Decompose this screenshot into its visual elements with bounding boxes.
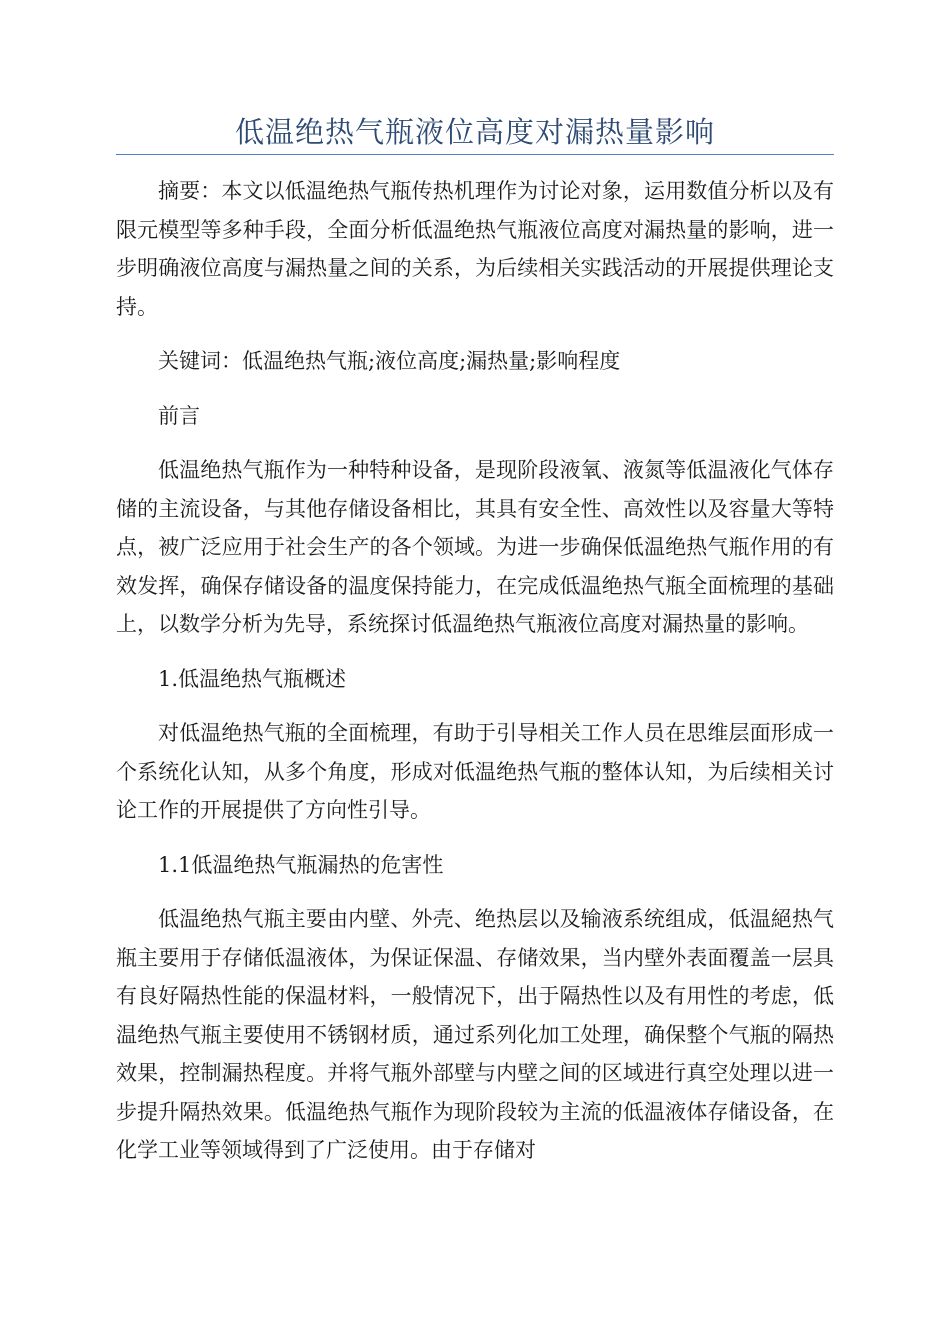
document-title: 低温绝热气瓶液位高度对漏热量影响: [234, 115, 715, 149]
section-1-paragraph: 对低温绝热气瓶的全面梳理，有助于引导相关工作人员在思维层面形成一个系统化认知，从多个角度，形成对低温绝热气瓶的整体认知，为后续相关讨论工作的开展提供了方向性引导。: [116, 721, 834, 822]
preface-heading: 前言: [158, 403, 200, 428]
section-1-1-heading: 1.1低温绝热气瓶漏热的危害性: [158, 852, 444, 877]
preface-paragraph: 低温绝热气瓶作为一种特种设备，是现阶段液氧、液氮等低温液化气体存储的主流设备，与其他存储设备相比，其具有安全性、高效性以及容量大等特点，被广泛应用于社会生产的各个领域。为进一步确保低温绝热气瓶作用的有效发挥，确保存储设备的温度保持能力，在完成低温绝热气瓶全面梳理的基础上，以数学分析为先导，系统探讨低温绝热气瓶液位高度对漏热量的影响。: [116, 458, 834, 636]
abstract-paragraph: 摘要：本文以低温绝热气瓶传热机理作为讨论对象，运用数值分析以及有限元模型等多种手段，全面分析低温绝热气瓶液位高度对漏热量的影响，进一步明确液位高度与漏热量之间的关系，为后续相关实践活动的开展提供理论支持。: [116, 179, 834, 319]
section-1-1-paragraph: 低温绝热气瓶主要由内壁、外壳、绝热层以及输液系统组成，低温絕热气瓶主要用于存储低温液体，为保证保温、存储效果，当内壁外表面覆盖一层具有良好隔热性能的保温材料，一般情况下，出于隔热性以及有用性的考虑，低温绝热气瓶主要使用不锈钢材质，通过系列化加工处理，确保整个气瓶的隔热效果，控制漏热程度。并将气瓶外部壁与内壁之间的区域进行真空处理以进一步提升隔热效果。低温绝热气瓶作为现阶段较为主流的低温液体存储设备，在化学工业等领域得到了广泛使用。由于存储对: [116, 907, 834, 1162]
title-underline: [116, 154, 834, 155]
section-1-heading: 1.低温绝热气瓶概述: [158, 666, 347, 691]
document-body: [116, 172, 834, 1170]
keywords-line: 关键词：低温绝热气瓶;液位高度;漏热量;影响程度: [158, 349, 621, 373]
